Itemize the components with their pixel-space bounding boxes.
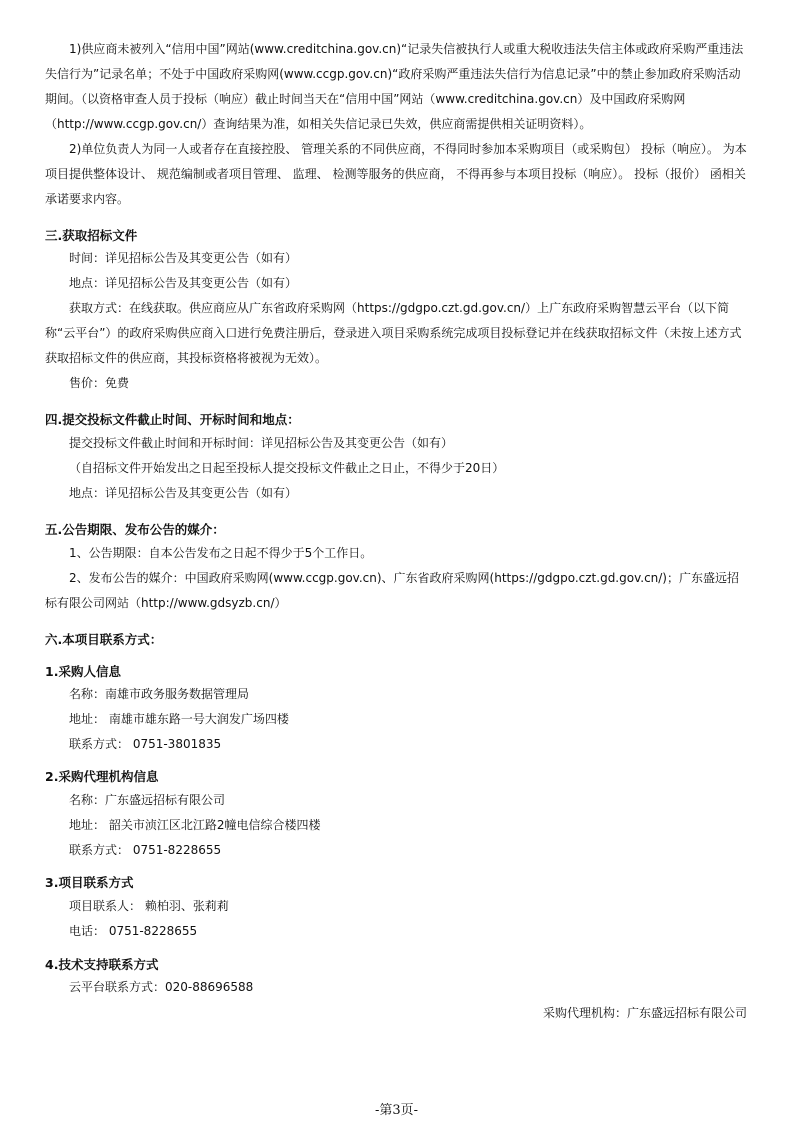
section-5-heading: 五.公告期限、发布公告的媒介： (45, 522, 225, 537)
purchaser-phone: 联系方式： 0751-3801835 (69, 737, 222, 751)
agency-heading: 2.采购代理机构信息 (45, 769, 159, 784)
agency-name: 名称：广东盛远招标有限公司 (69, 793, 226, 807)
section-6-heading: 六.本项目联系方式： (45, 632, 163, 647)
project-phone: 电话： 0751-8228655 (69, 924, 198, 938)
section-5-period: 1、公告期限：自本公告发布之日起不得少于5个工作日。 (69, 546, 373, 560)
section-4-place: 地点：详见招标公告及其变更公告（如有） (69, 486, 298, 500)
agency-phone: 联系方式： 0751-8228655 (69, 843, 222, 857)
page-number: -第3页- (374, 1103, 419, 1118)
section-3-heading: 三.获取招标文件 (45, 228, 138, 243)
purchaser-address: 地址： 南雄市雄东路一号大润发广场四楼 (69, 712, 289, 726)
requirement-item-2: 2)单位负责人为同一人或者存在直接控股、 管理关系的不同供应商，不得同时参加本采购项目（或采购包） 投标（响应）。 为本项目提供整体设计、 规范编制或者项目管理、 监理、 检测等服务的供应商， 不得再参与本项目投标（响应）。 投标（报价） 函相关承诺要求内容。 (45, 142, 747, 206)
requirement-item-1: 1)供应商未被列入“信用中国”网站(www.creditchina.gov.cn)“记录失信被执行人或重大税收违法失信主体或政府采购严重违法失信行为”记录名单；不处于中国政府采购网(www.ccgp.gov.cn)“政府采购严重违法失信行为信息记录”中的禁止参加政府采购活动期间。（以资格审查人员于投标（响应）截止时间当天在“信用中国”网站（www.creditchina.gov.cn）及中国政府采购网（http://www.ccgp.gov.cn/）查询结果为准，如相关失信记录已失效，供应商需提供相关证明资料）。 (45, 42, 744, 131)
section-3-time: 时间：详见招标公告及其变更公告（如有） (69, 251, 298, 265)
section-3-price: 售价：免费 (69, 376, 130, 390)
section-4-heading: 四.提交投标文件截止时间、开标时间和地点： (45, 412, 300, 427)
section-4-deadline: 提交投标文件截止时间和开标时间：详见招标公告及其变更公告（如有） (69, 436, 454, 450)
agency-address: 地址： 韶关市浈江区北江路2幢电信综合楼四楼 (69, 818, 321, 832)
signature: 采购代理机构：广东盛远招标有限公司 (542, 1006, 747, 1020)
section-4-note: （自招标文件开始发出之日起至投标人提交投标文件截止之日止，不得少于20日） (69, 461, 505, 475)
tech-support-heading: 4.技术支持联系方式 (45, 957, 159, 972)
tech-support-phone: 云平台联系方式：020-88696588 (69, 980, 254, 994)
section-3-place: 地点：详见招标公告及其变更公告（如有） (69, 276, 298, 290)
project-contacts: 项目联系人： 赖柏羽、张莉莉 (69, 899, 229, 913)
purchaser-heading: 1.采购人信息 (45, 664, 121, 679)
section-3-method: 获取方式：在线获取。供应商应从广东省政府采购网（https://gdgpo.czt.gd.gov.cn/）上广东政府采购智慧云平台（以下简称“云平台”）的政府采购供应商入口进行免费注册后，登录进入项目采购系统完成项目投标登记并在线获取招标文件（未按上述方式获取招标文件的供应商，其投标资格将被视为无效）。 (45, 301, 742, 365)
project-contact-heading: 3.项目联系方式 (45, 875, 134, 890)
purchaser-name: 名称：南雄市政务服务数据管理局 (69, 687, 250, 701)
section-5-media: 2、发布公告的媒介：中国政府采购网(www.ccgp.gov.cn)、广东省政府采购网(https://gdgpo.czt.gd.gov.cn/)；广东盛远招标有限公司网站（http://www.gdsyzb.cn/） (45, 571, 739, 610)
